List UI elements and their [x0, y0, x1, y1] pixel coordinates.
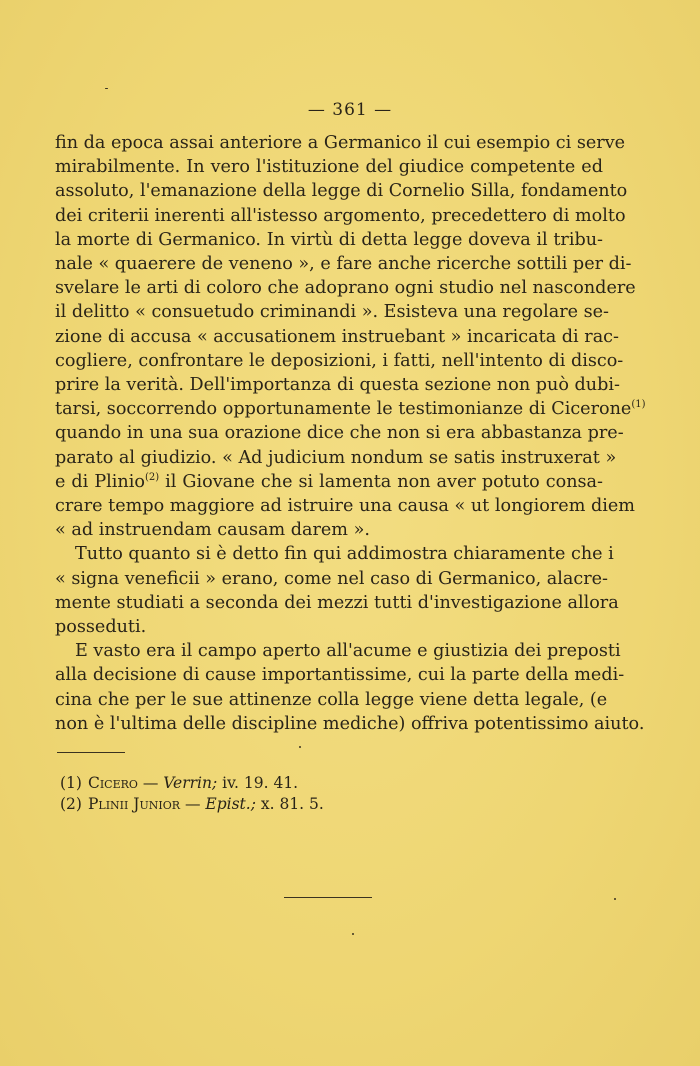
text-line: [55, 325, 619, 349]
text-line-content: prire la verità. Dell'importanza di questa sezione non può dubi-: [55, 375, 620, 396]
text-line-content: cogliere, confrontare le deposizioni, i fatti, nell'intento di disco-: [55, 350, 624, 371]
text-line: [55, 300, 610, 324]
text-line-content: assoluto, l'emanazione della legge di Cornelio Silla, fondamento: [55, 181, 628, 202]
text-line: [55, 421, 624, 445]
text-line: [55, 567, 608, 591]
speck: [299, 746, 301, 748]
text-line: [55, 397, 646, 421]
footnote-author: Plinii Junior: [87, 795, 181, 813]
text-line-content: non è l'ultima delle discipline mediche) offriva potentissimo aiuto.: [55, 713, 645, 734]
text-line: [55, 228, 603, 252]
text-line: [55, 446, 617, 470]
footnote-reference: (2): [144, 471, 160, 483]
footnote-number: (2): [60, 795, 82, 813]
footnote-reference: (1): [631, 399, 646, 411]
speck: [614, 898, 616, 900]
text-line-content: Tutto quanto si è detto fin qui addimostra chiaramente che i: [75, 544, 614, 565]
footnote-work: Verrin;: [163, 774, 218, 792]
text-line: [55, 494, 635, 518]
text-line-content: zione di accusa « accusationem instruebant » incaricata di rac-: [55, 326, 619, 347]
text-line: [55, 712, 645, 736]
text-line: [55, 518, 603, 542]
text-line-content: « signa veneficii » erano, come nel caso di Germanico, alacre-: [55, 568, 608, 589]
text-line: [55, 204, 626, 228]
text-line: [55, 639, 621, 663]
speck: [352, 933, 354, 935]
footnote: [60, 794, 324, 815]
text-line-content: mente studiati a seconda dei mezzi tutti d'investigazione allora: [55, 592, 619, 613]
text-line-content: fin da epoca assai anteriore a Germanico il cui esempio ci serve: [55, 133, 626, 153]
text-line: [55, 131, 626, 155]
text-line: [55, 349, 624, 373]
text-line-content: cina che per le sue attinenze colla legge viene detta legale, (e: [55, 689, 608, 710]
text-line: [55, 591, 619, 615]
footnote: [60, 773, 324, 794]
text-line: [55, 615, 603, 639]
text-line-content: il delitto « consuetudo criminandi ». Esisteva una regolare se-: [55, 302, 610, 323]
text-line-content: mirabilmente. In vero l'istituzione del giudice competente ed: [55, 157, 603, 178]
text-line: [55, 155, 603, 179]
text-line: [55, 252, 632, 276]
footnote-dash: —: [137, 774, 164, 792]
text-line: [55, 373, 620, 397]
text-line-content: il Giovane che si lamenta non aver potuto consa-: [159, 471, 603, 492]
footnote-work: Epist.;: [205, 795, 256, 813]
text-line-content: « ad instruendam causam darem ».: [55, 520, 370, 541]
text-line: [55, 663, 625, 687]
text-line-content: E vasto era il campo aperto all'acume e giustizia dei preposti: [75, 641, 621, 662]
text-line-content: posseduti.: [55, 617, 147, 638]
footnote-citation: iv. 19. 41.: [217, 774, 299, 792]
text-line: [55, 688, 608, 712]
footnote-separator: [57, 752, 125, 753]
text-line-content: tarsi, soccorrendo opportunamente le testimonianze di Cicerone: [55, 399, 632, 420]
footnote-dash: —: [180, 795, 206, 813]
text-line-content: quando in una sua orazione dice che non si era abbastanza pre-: [55, 423, 624, 444]
text-line-content: alla decisione di cause importantissime, cui la parte della medi-: [55, 665, 625, 686]
text-line-content: parato al giudizio. « Ad judicium nondum se satis instruxerat »: [55, 447, 617, 468]
text-line: [55, 542, 614, 566]
body-text: [55, 131, 646, 736]
text-line: [55, 276, 636, 300]
text-line-content: dei criterii inerenti all'istesso argomento, precedettero di molto: [55, 205, 626, 226]
end-rule: [284, 897, 372, 898]
text-line-content: e di Plinio: [55, 471, 145, 492]
text-line: [55, 179, 628, 203]
page-number: — 361 —: [307, 100, 393, 120]
footnote-number: (1): [60, 774, 82, 792]
footnote-citation: x. 81. 5.: [255, 795, 324, 813]
text-line: [55, 470, 603, 494]
text-line-content: nale « quaerere de veneno », e fare anche ricerche sottili per di-: [55, 254, 632, 275]
footnote-author: Cicero: [87, 774, 138, 792]
text-line-content: la morte di Germanico. In virtù di detta legge doveva il tribu-: [55, 229, 603, 250]
text-line-content: crare tempo maggiore ad istruire una causa « ut longiorem diem: [55, 496, 635, 517]
text-line-content: svelare le arti di coloro che adoprano ogni studio nel nascondere: [55, 278, 636, 299]
speck: [105, 88, 108, 89]
footnotes: [60, 773, 324, 815]
